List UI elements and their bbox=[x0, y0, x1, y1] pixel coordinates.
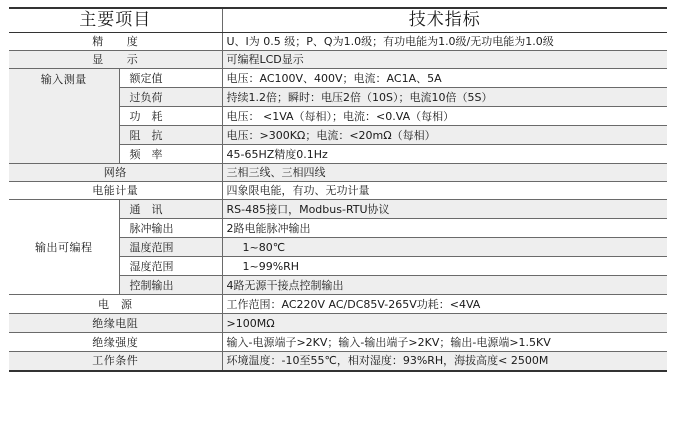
sub-label-overload: 过负荷 bbox=[119, 88, 222, 107]
table-row bbox=[9, 164, 667, 182]
row-label-display: 显 示 bbox=[9, 51, 222, 69]
row-label-energy: 电能计量 bbox=[9, 182, 222, 200]
row-label-accuracy: 精 度 bbox=[9, 33, 222, 51]
header-spec: 技术指标 bbox=[222, 8, 667, 33]
sub-label-temp: 温度范围 bbox=[119, 238, 222, 257]
sub-value-rated: 电压：AC100V、400V；电流：AC1A、5A bbox=[222, 69, 667, 88]
row-value-display: 可编程LCD显示 bbox=[222, 51, 667, 69]
sub-value-temp: 1~80℃ bbox=[222, 238, 667, 257]
sub-label-impedance: 阻 抗 bbox=[119, 126, 222, 145]
sub-label-pulse: 脉冲输出 bbox=[119, 219, 222, 238]
table-row bbox=[9, 295, 667, 314]
header-item: 主要项目 bbox=[9, 8, 222, 33]
table-row bbox=[9, 333, 667, 352]
sub-label-frequency: 频 率 bbox=[119, 145, 222, 164]
table-row bbox=[9, 51, 667, 69]
sub-value-control: 4路无源干接点控制输出 bbox=[222, 276, 667, 295]
row-value-power-supply: 工作范围：AC220V AC/DC85V-265V功耗：<4VA bbox=[222, 295, 667, 314]
row-value-conditions: 环境温度：-10至55℃，相对湿度：93%RH，海拔高度< 2500M bbox=[222, 352, 667, 371]
row-label-network: 网络 bbox=[9, 164, 222, 182]
sub-value-frequency: 45-65HZ精度0.1Hz bbox=[222, 145, 667, 164]
table-header-row bbox=[9, 8, 667, 33]
sub-label-humidity: 湿度范围 bbox=[119, 257, 222, 276]
row-label-conditions: 工作条件 bbox=[9, 352, 222, 371]
table-row bbox=[9, 33, 667, 51]
row-label-power-supply: 电 源 bbox=[9, 295, 222, 314]
row-value-energy: 四象限电能，有功、无功计量 bbox=[222, 182, 667, 200]
sub-label-rated: 额定值 bbox=[119, 69, 222, 88]
row-value-network: 三相三线、三相四线 bbox=[222, 164, 667, 182]
sub-value-humidity: 1~99%RH bbox=[222, 257, 667, 276]
sub-value-comm: RS-485接口，Modbus-RTU协议 bbox=[222, 200, 667, 219]
table-row bbox=[9, 200, 667, 219]
table-row bbox=[9, 182, 667, 200]
spec-table bbox=[9, 7, 667, 372]
table-row bbox=[9, 352, 667, 371]
sub-label-power: 功 耗 bbox=[119, 107, 222, 126]
sub-value-overload: 持续1.2倍；瞬时：电压2倍（10S）；电流10倍（5S） bbox=[222, 88, 667, 107]
sub-value-power: 电压： <1VA（每相）；电流：<0.VA（每相） bbox=[222, 107, 667, 126]
sub-value-impedance: 电压：>300KΩ；电流：<20mΩ（每相） bbox=[222, 126, 667, 145]
sub-label-control: 控制输出 bbox=[119, 276, 222, 295]
row-value-insulation-str: 输入-电源端子>2KV；输入-输出端子>2KV；输出-电源端>1.5KV bbox=[222, 333, 667, 352]
sub-label-comm: 通 讯 bbox=[119, 200, 222, 219]
row-label-insulation-str: 绝缘强度 bbox=[9, 333, 222, 352]
row-label-output: 输出可编程 bbox=[9, 200, 119, 295]
row-value-insulation-res: >100MΩ bbox=[222, 314, 667, 333]
table-row bbox=[9, 69, 667, 88]
row-label-input: 输入测量 bbox=[9, 69, 119, 164]
table-row bbox=[9, 314, 667, 333]
row-value-accuracy: U、I为 0.5 级；P、Q为1.0级；有功电能为1.0级/无功电能为1.0级 bbox=[222, 33, 667, 51]
row-label-insulation-res: 绝缘电阻 bbox=[9, 314, 222, 333]
sub-value-pulse: 2路电能脉冲输出 bbox=[222, 219, 667, 238]
